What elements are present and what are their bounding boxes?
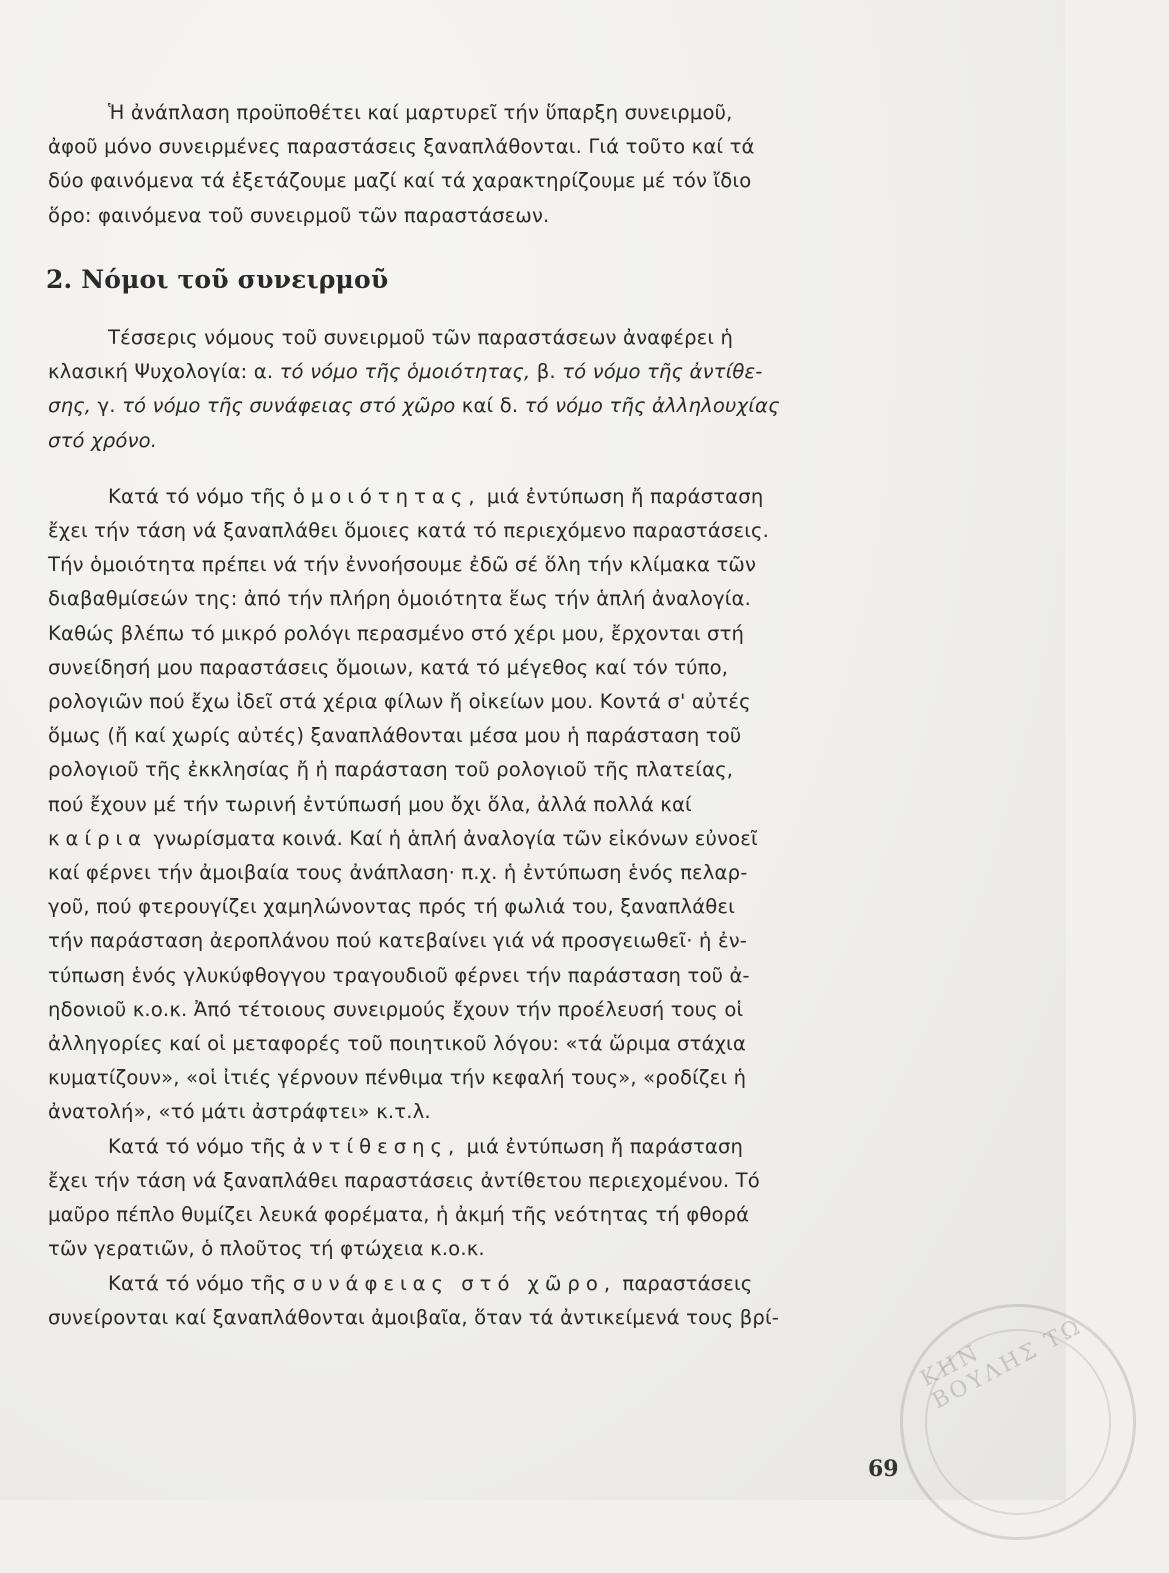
text-line: ηδονιοῦ κ.ο.κ. Ἀπό τέτοιους συνειρμούς ἔχουν τήν προέλευσή τους οἱ [48, 997, 744, 1021]
text-line: Κατά τό νόμο τῆς συνάφειας στό χῶρο, παραστάσεις [108, 1271, 753, 1295]
text-line: Τήν ὁμοιότητα πρέπει νά τήν ἐννοήσουμε ἐδῶ σέ ὅλη τήν κλίμακα τῶν [48, 553, 757, 577]
text-line: ἔχει τήν τάση νά ξαναπλάθει παραστάσεις ἀντίθετου περιεχομένου. Τό [48, 1168, 760, 1192]
spaced-term: ἀντίθεσης, [292, 1134, 461, 1158]
text-line: κυματίζουν», «οἱ ἰτιές γέρνουν πένθιμα τήν κεφαλή τους», «ροδίζει ἡ [48, 1066, 747, 1090]
text-line: πού ἔχουν μέ τήν τωρινή ἐντύπωσή μου ὄχι ὅλα, ἀλλά πολλά καί [48, 792, 692, 816]
text-line: Τέσσερις νόμους τοῦ συνειρμοῦ τῶν παραστάσεων ἀναφέρει ἡ [108, 326, 734, 350]
stamp-text: ΚΗΝ ΒΟΥΛΗΣ ΤΩ [916, 1314, 1087, 1415]
text-line: στό χρόνο. [48, 428, 158, 452]
text-line: ἀνατολή», «τό μάτι ἀστράφτει» κ.τ.λ. [48, 1100, 431, 1124]
text-line: τῶν γερατιῶν, ὁ πλοῦτος τή φτώχεια κ.ο.κ. [48, 1237, 485, 1261]
text-line: καίρια γνωρίσματα κοινά. Καί ἡ ἁπλή ἀναλογία τῶν εἰκόνων εὐνοεῖ [48, 826, 758, 850]
paragraph-intro [48, 96, 908, 233]
text-line: δύο φαινόμενα τά ἐξετάζουμε μαζί καί τά χαρακτηρίζουμε μέ τόν ἴδιο [48, 169, 752, 193]
paragraph-contrast [48, 1130, 908, 1267]
text-line: ὅρο: φαινόμενα τοῦ συνειρμοῦ τῶν παραστάσεων. [48, 203, 550, 227]
text-line: Κατά τό νόμο τῆς ὁμοιότητας, μιά ἐντύπωση ἤ παράσταση [108, 484, 764, 508]
text-line: κλασική Ψυχολογία: α. τό νόμο τῆς ὁμοιότητας, β. τό νόμο τῆς ἀντίθε- [48, 360, 763, 384]
section-heading: 2. Νόμοι τοῦ συνειρμοῦ [46, 264, 389, 294]
text-line: μαῦρο πέπλο θυμίζει λευκά φορέματα, ἡ ἀκμή τῆς νεότητας τή φθορά [48, 1203, 750, 1227]
law-contiguity-space: τό νόμο τῆς συνάφειας στό χῶρο [122, 394, 456, 418]
page-body [48, 96, 908, 1335]
text-line: τύπωση ἑνός γλυκύφθογγου τραγουδιοῦ φέρνει τήν παράσταση τοῦ ἀ- [48, 963, 750, 987]
text-line: γοῦ, πού φτερουγίζει χαμηλώνοντας πρός τή φωλιά του, ξαναπλάθει [48, 895, 735, 919]
paragraph-similarity [48, 480, 908, 1130]
text-line: Καθώς βλέπω τό μικρό ρολόγι περασμένο στό χέρι μου, ἔρχονται στή [48, 621, 745, 645]
text-line: Ἡ ἀνάπλαση προϋποθέτει καί μαρτυρεῖ τήν ὕπαρξη συνειρμοῦ, [108, 101, 733, 124]
spaced-term: ὁμοιότητας, [292, 484, 481, 508]
text-line: ρολογιῶν πού ἔχω ἰδεῖ στά χέρια φίλων ἤ οἰκείων μου. Κοντά σ' αὐτές [48, 690, 751, 714]
paragraph-contiguity [48, 1267, 908, 1335]
text-line: συνείδησή μου παραστάσεις ὅμοιων, κατά τό μέγεθος καί τόν τύπο, [48, 655, 729, 679]
law-contrast: τό νόμο τῆς ἀντίθε- [562, 360, 763, 384]
text-line: διαβαθμίσεών της: ἀπό τήν πλήρη ὁμοιότητα ἕως τήν ἁπλή ἀναλογία. [48, 587, 751, 611]
text-line: ρολογιοῦ τῆς ἐκκλησίας ἤ ἡ παράσταση τοῦ ρολογιοῦ τῆς πλατείας, [48, 758, 734, 782]
text-line: ἔχει τήν τάση νά ξαναπλάθει ὅμοιες κατά τό περιεχόμενο παραστάσεις. [48, 519, 770, 543]
law-succession-time: τό νόμο τῆς ἀλληλουχίας [524, 394, 780, 418]
text-line: συνείρονται καί ξαναπλάθονται ἀμοιβαῖα, ὅταν τά ἀντικείμενά τους βρί- [48, 1305, 779, 1329]
text-line: τήν παράσταση ἀεροπλάνου πού κατεβαίνει γιά νά προσγειωθεῖ· ἡ ἐν- [48, 929, 748, 953]
text-line: καί φέρνει τήν ἀμοιβαία τους ἀνάπλαση· π.χ. ἡ ἐντύπωση ἑνός πελαρ- [48, 861, 748, 885]
text-line: Κατά τό νόμο τῆς ἀντίθεσης, μιά ἐντύπωση ἤ παράσταση [108, 1134, 744, 1158]
spaced-term: καίρια [48, 826, 148, 850]
page-number: 69 [868, 1456, 899, 1482]
spaced-term: συνάφειας στό χῶρο, [292, 1271, 617, 1295]
law-similarity: τό νόμο τῆς ὁμοιότητας, [279, 360, 531, 384]
text-line: ἀφοῦ μόνο συνειρμένες παραστάσεις ξαναπλάθονται. Γιά τοῦτο καί τά [48, 135, 755, 159]
paragraph-laws [48, 321, 908, 458]
text-line: σης, γ. τό νόμο τῆς συνάφειας στό χῶρο καί δ. τό νόμο τῆς ἀλληλουχίας [48, 394, 780, 418]
text-line: ὅμως (ἤ καί χωρίς αὐτές) ξαναπλάθονται μέσα μου ἡ παράσταση τοῦ [48, 724, 742, 748]
text-line: ἀλληγορίες καί οἱ μεταφορές τοῦ ποιητικοῦ λόγου: «τά ὥριμα στάχια [48, 1032, 746, 1056]
